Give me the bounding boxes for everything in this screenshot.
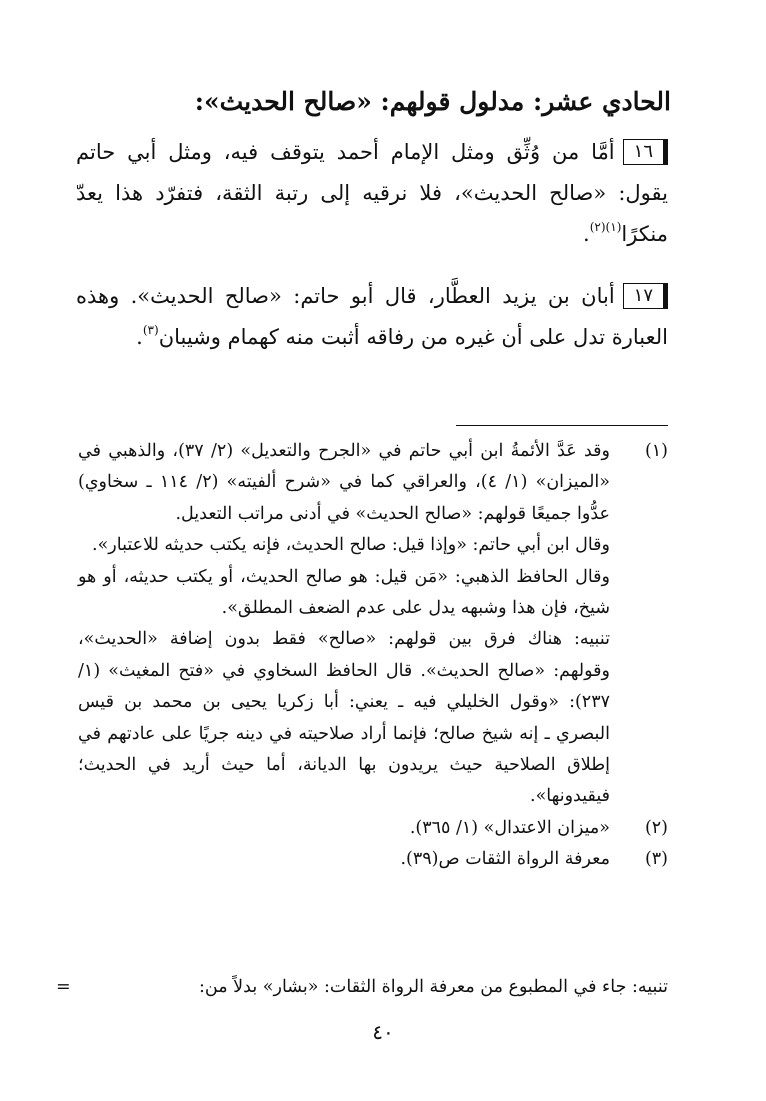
footnote-separator xyxy=(456,425,668,426)
footnote-number: (٢) xyxy=(644,817,668,838)
footnote-paragraph: معرفة الرواة الثقات ص(٣٩). xyxy=(400,849,610,870)
footnote-number: (١) xyxy=(644,441,668,461)
entry-16 xyxy=(76,132,668,255)
final-note xyxy=(56,972,668,1003)
entry-end: . xyxy=(136,325,143,349)
footnote-paragraph: وقال ابن أبي حاتم: «وإذا قيل: صالح الحديث، فإنه يكتب حديثه للاعتبار». xyxy=(92,535,610,556)
footnote-number: (٣) xyxy=(644,849,668,870)
continuation-mark: = xyxy=(56,977,71,997)
entry-number-box: ١٧ xyxy=(623,283,668,309)
entry-17 xyxy=(76,276,668,358)
footnote-refs: (٣) xyxy=(142,323,159,337)
entry-end: . xyxy=(583,222,590,246)
footnote-paragraph: وقال الحافظ الذهبي: «مَن قيل: هو صالح الحديث، أو يكتب حديثه، أو هو شيخ، فإن هذا وشبهه يدل على عدم الضعف المطلق». xyxy=(78,566,610,619)
footnote-3 xyxy=(78,844,668,875)
page-number: ٤٠ xyxy=(372,1020,394,1044)
footnotes xyxy=(78,436,668,876)
final-note-text: تنبيه: جاء في المطبوع من معرفة الرواة الثقات: «بشار» بدلاً من: xyxy=(199,977,668,997)
entry-text: أبان بن يزيد العطَّار، قال أبو حاتم: «صالح الحديث». وهذه العبارة تدل على أن غيره من رفاقه أثبت منه كهمام وشيبان xyxy=(76,284,668,349)
footnote-paragraph: وقد عَدَّ الأئمةُ ابن أبي حاتم في «الجرح والتعديل» (٢/ ٣٧)، والذهبي في «الميزان» (١/ ٤)، والعراقي كما في «شرح ألفيته» (٢/ ١١٤ ـ سخاوي) عدُّوا جميعًا قولهم: «صالح الحديث» في أدنى مراتب التعديل. xyxy=(78,441,610,524)
entry-text: أمَّا من وُثِّق ومثل الإمام أحمد يتوقف فيه، ومثل أبي حاتم يقول: «صالح الحديث»، فلا نرقيه إلى رتبة الثقة، فتفرّد هذا يعدّ منكرًا xyxy=(76,140,668,246)
footnote-2 xyxy=(78,813,668,844)
footnote-1 xyxy=(78,436,668,813)
section-heading: الحادي عشر: مدلول قولهم: «صالح الحديث»: xyxy=(194,87,671,116)
footnote-paragraph: تنبيه: هناك فرق بين قولهم: «صالح» فقط بدون إضافة «الحديث»، وقولهم: «صالح الحديث». قال الحافظ السخاوي في «فتح المغيث» (١/ ٢٣٧): «وقول الخليلي فيه ـ يعني: أبا زكريا يحيى بن محمد بن قيس البصري ـ إنه شيخ صالح؛ فإنما أراد صلاحيته في دينه جريًا على عادتهم في إطلاق الصلاحية حيث يريدون بها الديانة، أما حيث أريد في الحديث؛ فيقيدونها». xyxy=(78,629,610,807)
entry-number-box: ١٦ xyxy=(623,139,668,165)
footnote-refs: (١)(٢) xyxy=(589,220,622,234)
footnote-paragraph: «ميزان الاعتدال» (١/ ٣٦٥). xyxy=(409,817,610,838)
